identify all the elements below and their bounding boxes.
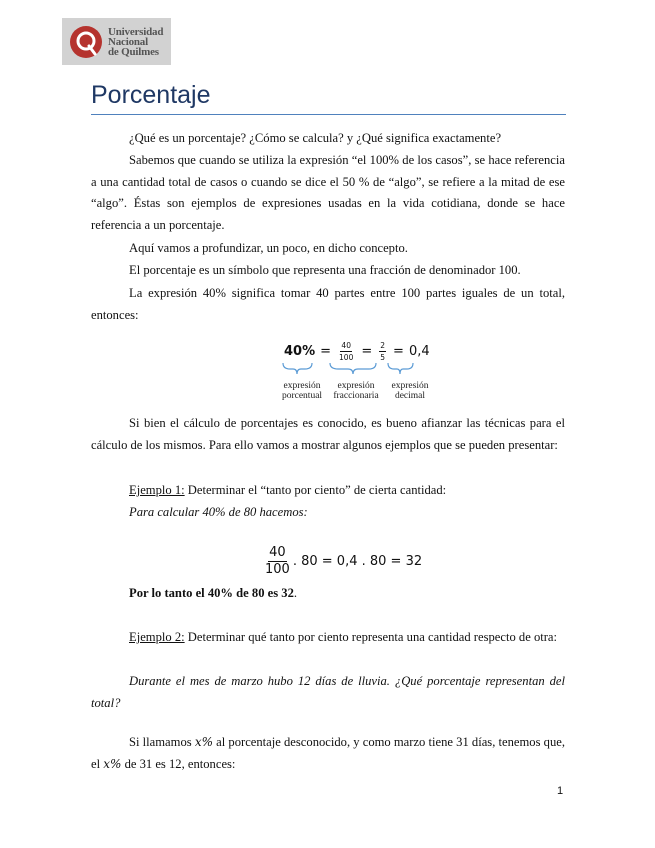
paragraph-forty-percent: La expresión 40% significa tomar 40 partes entre 100 partes iguales de un total, entonces:	[91, 286, 565, 322]
example-1-heading	[91, 480, 565, 502]
eq1-numerator-2: 2	[380, 341, 386, 350]
label-decimal-line-1: expresión	[391, 381, 429, 391]
example-2-problem: Durante el mes de marzo hubo 12 días de lluvia. ¿Qué porcentaje representan del total?	[91, 674, 565, 710]
eq1-fraction-40-100	[338, 340, 354, 363]
label-decimal-line-2: decimal	[394, 391, 426, 401]
eq1-equals-2: =	[361, 344, 373, 359]
eq2-denominator: 100	[265, 562, 290, 577]
eq2-numerator: 40	[269, 545, 286, 560]
eq1-equals-3: =	[393, 344, 404, 359]
example-1-label: Ejemplo 1:	[129, 483, 185, 497]
example-2-text: Determinar qué tanto por ciento representa una cantidad respecto de otra:	[184, 630, 558, 644]
eq2-fraction	[264, 545, 291, 578]
example-1-instruction: Para calcular 40% de 80 hacemos:	[129, 505, 308, 519]
paragraph-techniques: Si bien el cálculo de porcentajes es conocido, es bueno afianzar las técnicas para el cálculo de los mismos. Para ello vamos a mostrar algunos ejemplos que se pueden presentar:	[91, 416, 565, 452]
eq1-numerator-1: 40	[341, 341, 351, 350]
unq-emblem-icon	[68, 24, 104, 60]
label-percent-line-2: porcentual	[281, 391, 323, 401]
page-number: 1	[557, 785, 564, 797]
example-1-conclusion	[91, 583, 565, 605]
eq1-fraction-2-5	[379, 340, 386, 363]
label-percent-expression	[278, 381, 326, 401]
equation-forty-percent	[284, 340, 430, 363]
example-1-conclusion-end: .	[293, 586, 298, 600]
logo-line-3: de Quilmes	[108, 45, 159, 58]
p7-part-b: al porcentaje desconocido, y como marzo tiene 31 días, tenemos que, el	[91, 735, 565, 771]
p7-part-a: Si llamamos	[129, 735, 195, 749]
logo-line-2: Nacional	[108, 35, 148, 48]
p7-variable-1: x%	[194, 735, 213, 749]
paragraph-definition: El porcentaje es un símbolo que representa una fracción de denominador 100.	[129, 263, 521, 277]
eq1-denominator-1: 100	[339, 353, 354, 362]
equation-braces	[280, 361, 420, 375]
logo-line-1: Universidad	[108, 25, 164, 38]
page-title: Porcentaje	[91, 81, 211, 109]
title-rule	[91, 114, 566, 115]
example-2-label: Ejemplo 2:	[129, 630, 185, 644]
equation-example-1	[262, 545, 422, 578]
label-decimal-expression	[386, 381, 434, 401]
p7-variable-2: x%	[103, 756, 122, 771]
logo-text	[108, 27, 163, 57]
eq1-decimal: 0,4	[408, 344, 430, 359]
label-fraction-line-2: fraccionaria	[333, 391, 379, 401]
eq2-rest: . 80 = 0,4 . 80 = 32	[292, 554, 423, 569]
p7-part-c: de 31 es 12, entonces:	[121, 756, 236, 771]
eq1-equals-1: =	[320, 344, 332, 359]
university-logo	[62, 18, 171, 65]
label-fraction-line-1: expresión	[337, 381, 375, 391]
paragraph-questions: ¿Qué es un porcentaje? ¿Cómo se calcula? y ¿Qué significa exactamente?	[129, 131, 502, 145]
example-2-heading	[91, 627, 565, 649]
eq1-denominator-2: 5	[380, 353, 386, 362]
eq1-percent: 40%	[284, 344, 316, 359]
paragraph-deepen: Aquí vamos a profundizar, un poco, en dicho concepto.	[129, 241, 408, 255]
paragraph-unknown-percent	[91, 732, 565, 775]
example-1-conclusion-bold: Por lo tanto el 40% de 80 es 32	[129, 586, 294, 600]
paragraph-intro: Sabemos que cuando se utiliza la expresión “el 100% de los casos”, se hace referencia a una cantidad total de casos o cuando se dice el 50 % de “algo”, se refiere a la mitad de ese “algo”. Éstas son ejemplos de expresiones usadas en la vida cotidiana, donde se hace referencia a un porcentaje.	[91, 153, 565, 232]
example-1-text: Determinar el “tanto por ciento” de cierta cantidad:	[184, 483, 447, 497]
label-percent-line-1: expresión	[283, 381, 321, 391]
label-fraction-expression	[328, 381, 384, 401]
